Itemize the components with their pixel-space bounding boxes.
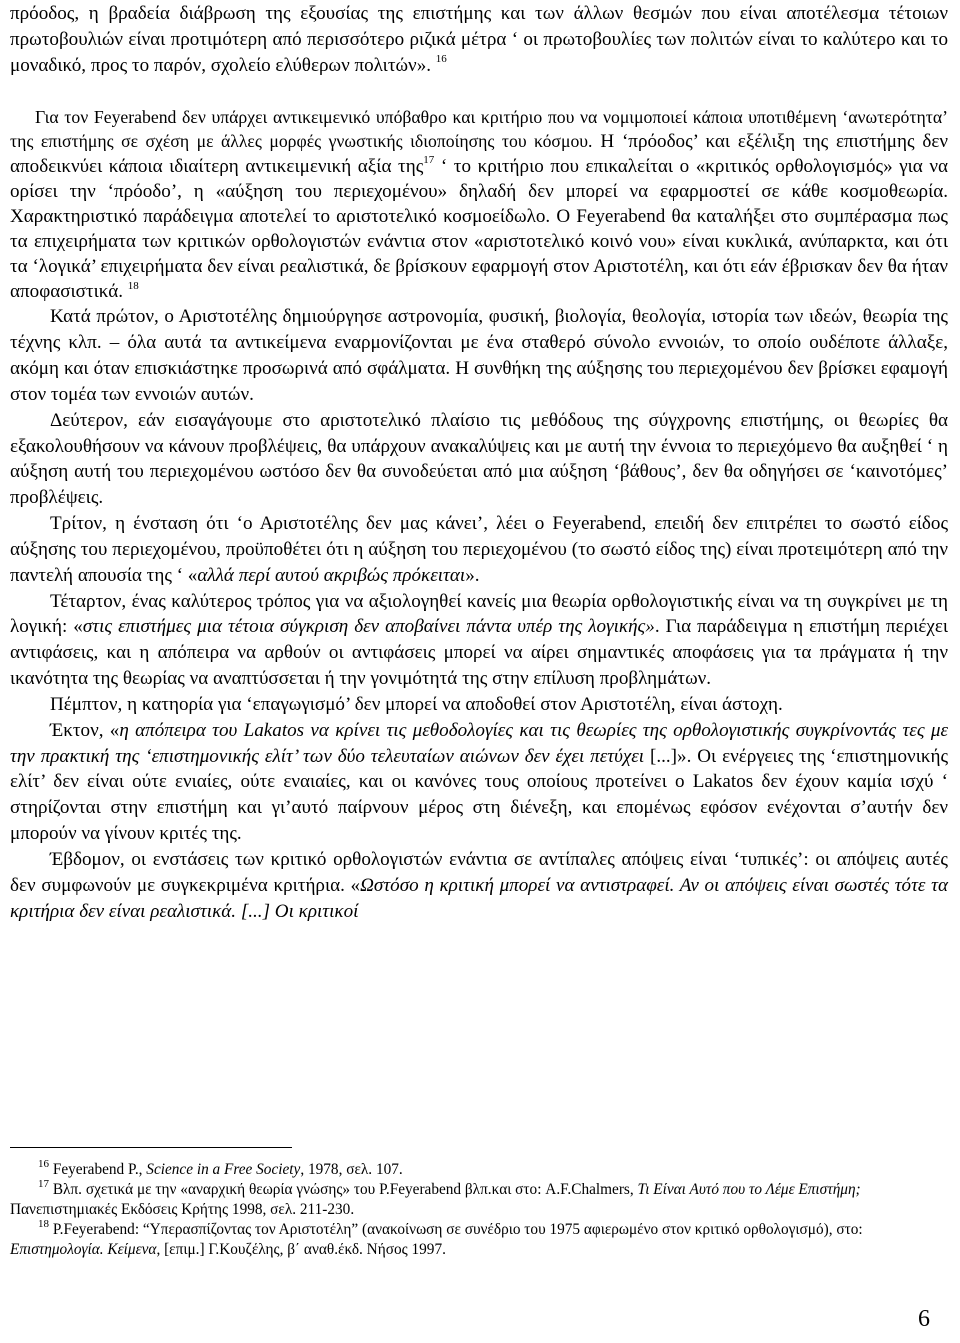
paragraph-text: [...]». Οι ενέργειες της ‘επιστημονικής ελίτ’ δεν είναι ούτε ενιαίες, ούτε εναιαίες, και οι κανόνες τους οποίους προτείνει ο Lakatos δεν έχουν καμία ισχύ ‘ στηρίζονται στην επιστήμη και γι’αυτό παίρνουν μέρος στη διένεξη, και επομένως εφόσον ενέχονται σ’αυτήν δεν μπορούν να γίνουν κριτές της. — [10, 745, 948, 845]
paragraph-text: πρόοδος, η βραδεία διάβρωση της εξουσίας της επιστήμης και των άλλων θεσμών που είναι αποτέλεσμα τέτοιων πρωτοβουλιών είναι προτιμότερη από περισσότερο ριζικά μέτρα ‘ οι πρωτοβουλίες των πολιτών είναι το καλύτερο και το μοναδικό, προς το παρόν, σχολείο ελύθερων πολιτών». — [10, 3, 948, 76]
paragraph-italic: στις επιστήμες μια τέτοια σύγκριση δεν αποβαίνει πάντα υπέρ της λογικής» — [82, 616, 655, 638]
footnote-text: Βλπ. σχετικά με την «αναρχική θεωρία γνώσης» του P.Feyerabend βλπ.και στο: A.F.Chalmers, — [52, 1180, 638, 1198]
paragraph-text: ». — [465, 564, 480, 586]
footnote-text: Feyerabend P., — [52, 1161, 147, 1178]
footnote-number: 17 — [38, 1177, 49, 1190]
paragraph-sixth — [10, 718, 948, 847]
paragraph-text: Πέμπτον, η κατηορία για ‘επαγωγισμό’ δεν μπορεί να αποδοθεί στον Αριστοτέλη, είναι άστοχη. — [50, 693, 783, 715]
paragraph-text: Τρίτον, η ένσταση ότι ‘ο Αριστοτέλης δεν μας κάνει’, λέει ο Feyerabend, επειδή δεν επιτρέπει το σωστό είδος αύξησης του περιεχομένου, προϋποθέτει ότι η αύξηση του περιεχομένου (το σωστό είδος της) είναι προτειμότερη από την παντελή απουσία της ‘ « — [10, 513, 948, 586]
paragraph-italic: αλλά περί αυτού ακριβώς πρόκειται — [197, 564, 466, 586]
footnote-text: Πανεπιστημιακές Εκδόσεις Κρήτης 1998, σελ. 211-230. — [10, 1200, 355, 1218]
paragraph-fifth — [10, 692, 948, 718]
paragraph-text: Έβδομον, οι ενστάσεις των κριτικό ορθολογιστών ενάντια σε αντίπαλες απόψεις είναι ‘τυπικές’: οι απόψεις αυτές δεν συμφωνούν με συγκεκριμένα κριτήρια. « — [10, 849, 948, 896]
paragraph-text: Δεύτερον, εάν εισαγάγουμε στο αριστοτελικό πλαίσιο τις μεθόδους της σύγχρονης επιστήμης, οι θεωρίες θα εξακολουθήσουν να κάνουν προβλέψεις, θα υπάρχουν ανακαλύψεις και με αυτή την έννοια το περιεχόμενο θα αυξηθεί ‘ η αύξηση αυτή του περιεχομένου ωστόσο δεν θα συνοδεύεται από μια αύξηση ‘βάθους’, δεν θα οδηγήσει σε ‘καινοτόμες’ προβλέψεις. — [10, 409, 948, 509]
paragraph-feyerabend — [10, 105, 948, 305]
paragraph-first — [10, 304, 948, 407]
paragraph-text: ‘ το κριτήριο που επικαλείται ο «κριτικός ορθολογισμός» για να ορίσει την ‘πρόοδο’, η «αύξηση του περιεχομένου» δηλαδή δεν μπορεί να εφαρμοστεί σε κάθε κοσμοθεωρία. Χαρακτηριστικό παράδειγμα αποτελεί το αριστοτελικό κοσμοείδωλο. Ο Feyerabend θα καταλήξει στο συμπέρασμα πως τα επιχειρήματα των κριτικών ορθολογιστών ενάντια στον «αριστοτελικό κοινό νου» είναι κυκλικά, ανύπαρκτα, και ότι τα ‘λογικά’ επιχειρήματα δεν είναι ρεαλιστικά, δε βρίσκουν εφαρμογή στον Αριστοτέλη, και ότι εάν έβρισκαν δεν θα ήταν αποφασιστικά. — [10, 155, 948, 303]
footnote-16 — [10, 1157, 948, 1180]
paragraph-text: Τέταρτον, ένας καλύτερος τρόπος για να αξιολογηθεί κανείς μια θεωρία ορθολογιστικής είναι να τη συγκρίνει με τη λογική: « — [10, 590, 948, 638]
paragraph-text: Η ‘πρόοδος’ και εξέλιξη της επιστήμης δεν αποδεικνύει κάποια ιδιαίτερη αντικειμενική αξία της — [10, 130, 948, 177]
paragraph-italic: η απόπειρα του Lakatos να κρίνει τις μεθοδολογίες και τις θεωρίες της ορθολογιστικής συγκρίνοντάς τες με την πρακτική της ‘επιστημονικής ελίτ’ των δύο τελευταίων αιώνων δεν έχει πετύχει — [10, 719, 948, 767]
footnote-number: 16 — [38, 1157, 49, 1170]
footnote-text: P.Feyerabend: “Υπερασπίζοντας τον Αριστοτέλη” (ανακοίνωση σε συνέδριο του 1975 αφιερωμένο στον κριτικό ορθολογισμό), στο: — [52, 1220, 863, 1238]
footnote-ref: 18 — [127, 279, 139, 292]
paragraph-text: Για τον Feyerabend δεν υπάρχει αντικειμενικό υπόβαθρο και κριτήριο που να νομιμοποιεί κάποια υποτιθέμενη ‘ανωτερότητα’ της επιστήμης σε σχέση με άλλες μορφές γνωστικής ιδιοποίησης του κόσμου. — [10, 106, 948, 151]
footnote-17 — [10, 1177, 948, 1220]
footnote-italic: Τι Είναι Αυτό που το Λέμε Επιστήμη; — [637, 1180, 861, 1198]
paragraph-text: Έκτον, « — [50, 719, 120, 741]
footnote-text: , [επιμ.] Γ.Κουζέλης, β΄ αναθ.έκδ. Νήσος 1997. — [156, 1240, 446, 1258]
footnote-separator — [10, 1147, 292, 1148]
paragraph-third — [10, 511, 948, 589]
paragraph-text: . Για παράδειγμα η επιστήμη περιέχει αντιφάσεις, και η απόπειρα να αρθούν οι αντιφάσεις μπορεί να αίρει σημαντικές αποφάσεις για τα πράγματα ή την ικανότητα της θεωρίας να αναπτύσσεται ή την γονιμότητά της στην επίλυση προβλημάτων. — [10, 616, 948, 690]
footnote-18 — [10, 1217, 948, 1260]
footnote-text: , 1978, σελ. 107. — [300, 1161, 403, 1178]
paragraph-text: Κατά πρώτον, ο Αριστοτέλης δημιούργησε αστρονομία, φυσική, βιολογία, θεολογία, ιστορία των ιδεών, θεωρία της τέχνης κλπ. – όλα αυτά τα αντικείμενα εναρμονίζονται με ένα σταθερό σύνολο εννοιών, το οποίο ουδέποτε άλλαξε, ακόμη και όταν επισκιάστηκε προσωρινά από σφάλματα. Η συνθήκη της αύξησης του περιεχομένου δεν βρίσκει εφαμογή στον τομέα των εννοιών αυτών. — [10, 306, 948, 405]
paragraph-seventh — [10, 847, 948, 925]
paragraph-second — [10, 408, 948, 511]
footnote-italic: Science in a Free Society — [146, 1161, 301, 1178]
footnote-italic: Επιστημολογία. Κείμενα — [10, 1240, 157, 1258]
footnote-ref: 16 — [435, 53, 447, 66]
page-number: 6 — [918, 1306, 930, 1332]
footnotes — [10, 1157, 948, 1260]
footnote-ref: 17 — [423, 154, 435, 167]
footnote-number: 18 — [38, 1217, 49, 1230]
paragraph-continuation — [10, 0, 948, 79]
paragraph-italic: Ωστόσο η κριτική μπορεί να αντιστραφεί. Αν οι απόψεις είναι σωστές τότε τα κριτήρια δεν είναι ρεαλιστικά. [...] Οι κριτικοί — [10, 874, 949, 922]
paragraph-fourth — [10, 589, 948, 692]
